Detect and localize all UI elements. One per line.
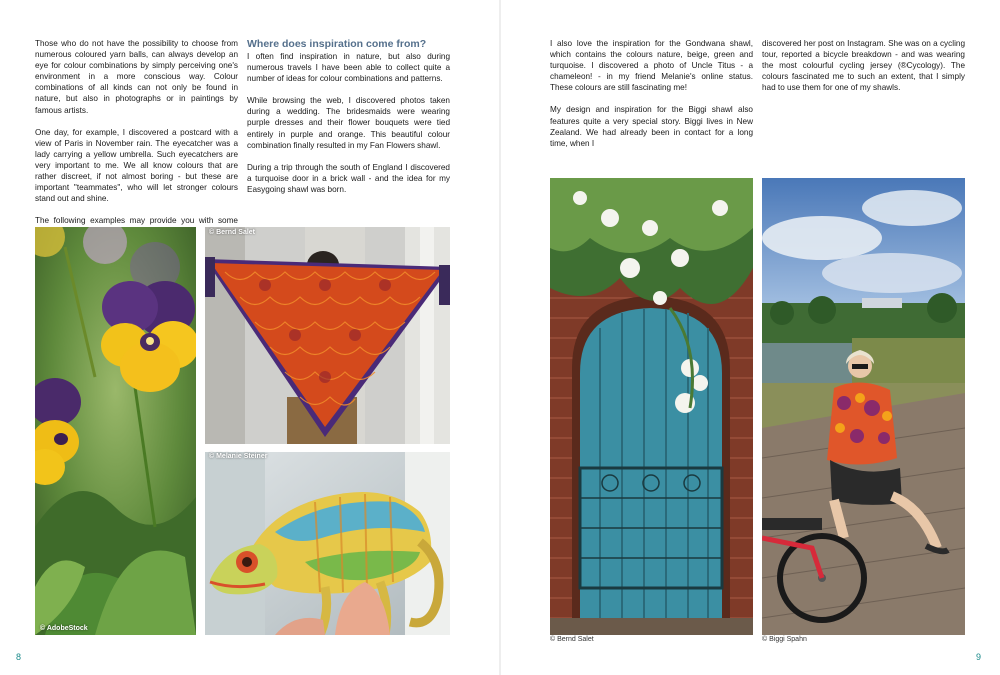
paragraph: Those who do not have the possibility to choose from numerous coloured yarn balls, can always develop an eye for colour combinations by simply perceiving one's environment in a more conscious way. Colour combinations of all kinds can not only be found in nature, but also in photographs or in paintings by famous artists.: [35, 39, 238, 115]
pansies-photo: [35, 227, 196, 635]
paragraph: While browsing the web, I discovered photos taken during a wedding. The bridesmaids were wearing purple dresses and their flower bouquets were tied entirely in purple and orange. This beautiful colour combination finally resulted in my Fan Flowers shawl.: [247, 96, 450, 150]
paragraph: I also love the inspiration for the Gondwana shawl, which contains the colours nature, beige, green and turquoise. I discovered a photo of Uncle Titus - a chameleon! - in my friend Melanie's online status. These colours are still fascinating me!: [550, 39, 753, 93]
photo-credit: © Melanie Steiner: [209, 453, 268, 460]
photo-credit: © AdobeStock: [40, 625, 88, 632]
photo-credit: © Biggi Spahn: [762, 636, 807, 643]
door-photo: [550, 178, 753, 635]
paragraph: discovered her post on Instagram. She was on a cycling tour, reported a bicycle breakdown - and was wearing the most colourful cycling jersey (®Cycology). The colours fascinated me to such an extent, that I simply had to use them for one of my shawls.: [762, 39, 965, 93]
shawl-photo: [205, 227, 450, 444]
paragraph: My design and inspiration for the Biggi shawl also features quite a very special story. Biggi lives in New Zealand. We had already been in contact for a long time, when I: [550, 105, 753, 148]
section-heading: Where does inspiration come from?: [247, 38, 427, 50]
right-col-2: [762, 38, 965, 104]
photo-credit: © Bernd Salet: [550, 636, 594, 643]
page-number-left: 8: [16, 652, 22, 662]
left-col-2: [247, 38, 450, 206]
right-col-1: [550, 38, 753, 160]
chameleon-photo: [205, 452, 450, 635]
left-col-1: [35, 38, 238, 249]
page-number-right: 9: [976, 652, 982, 662]
cyclist-photo: [762, 178, 965, 635]
paragraph: During a trip through the south of England I discovered a turquoise door in a brick wall - and the idea for my Easygoing shawl was born.: [247, 162, 450, 194]
paragraph: I often find inspiration in nature, but also during numerous travels I have been able to collect quite a number of ideas for colour combinations and patterns.: [247, 52, 450, 84]
paragraph: One day, for example, I discovered a postcard with a view of Paris in November rain. The eyecatcher was a lady carrying a yellow umbrella. Such eyecatchers are very important to me. We all know colours that are rather discreet, if not almost boring - but these are important "teammates", who will let stronger colours stand out and shine.: [35, 127, 238, 204]
photo-credit: © Bernd Salet: [209, 229, 256, 236]
page-gutter: [499, 0, 501, 675]
paragraph: The following examples may provide you with some: [35, 216, 238, 226]
